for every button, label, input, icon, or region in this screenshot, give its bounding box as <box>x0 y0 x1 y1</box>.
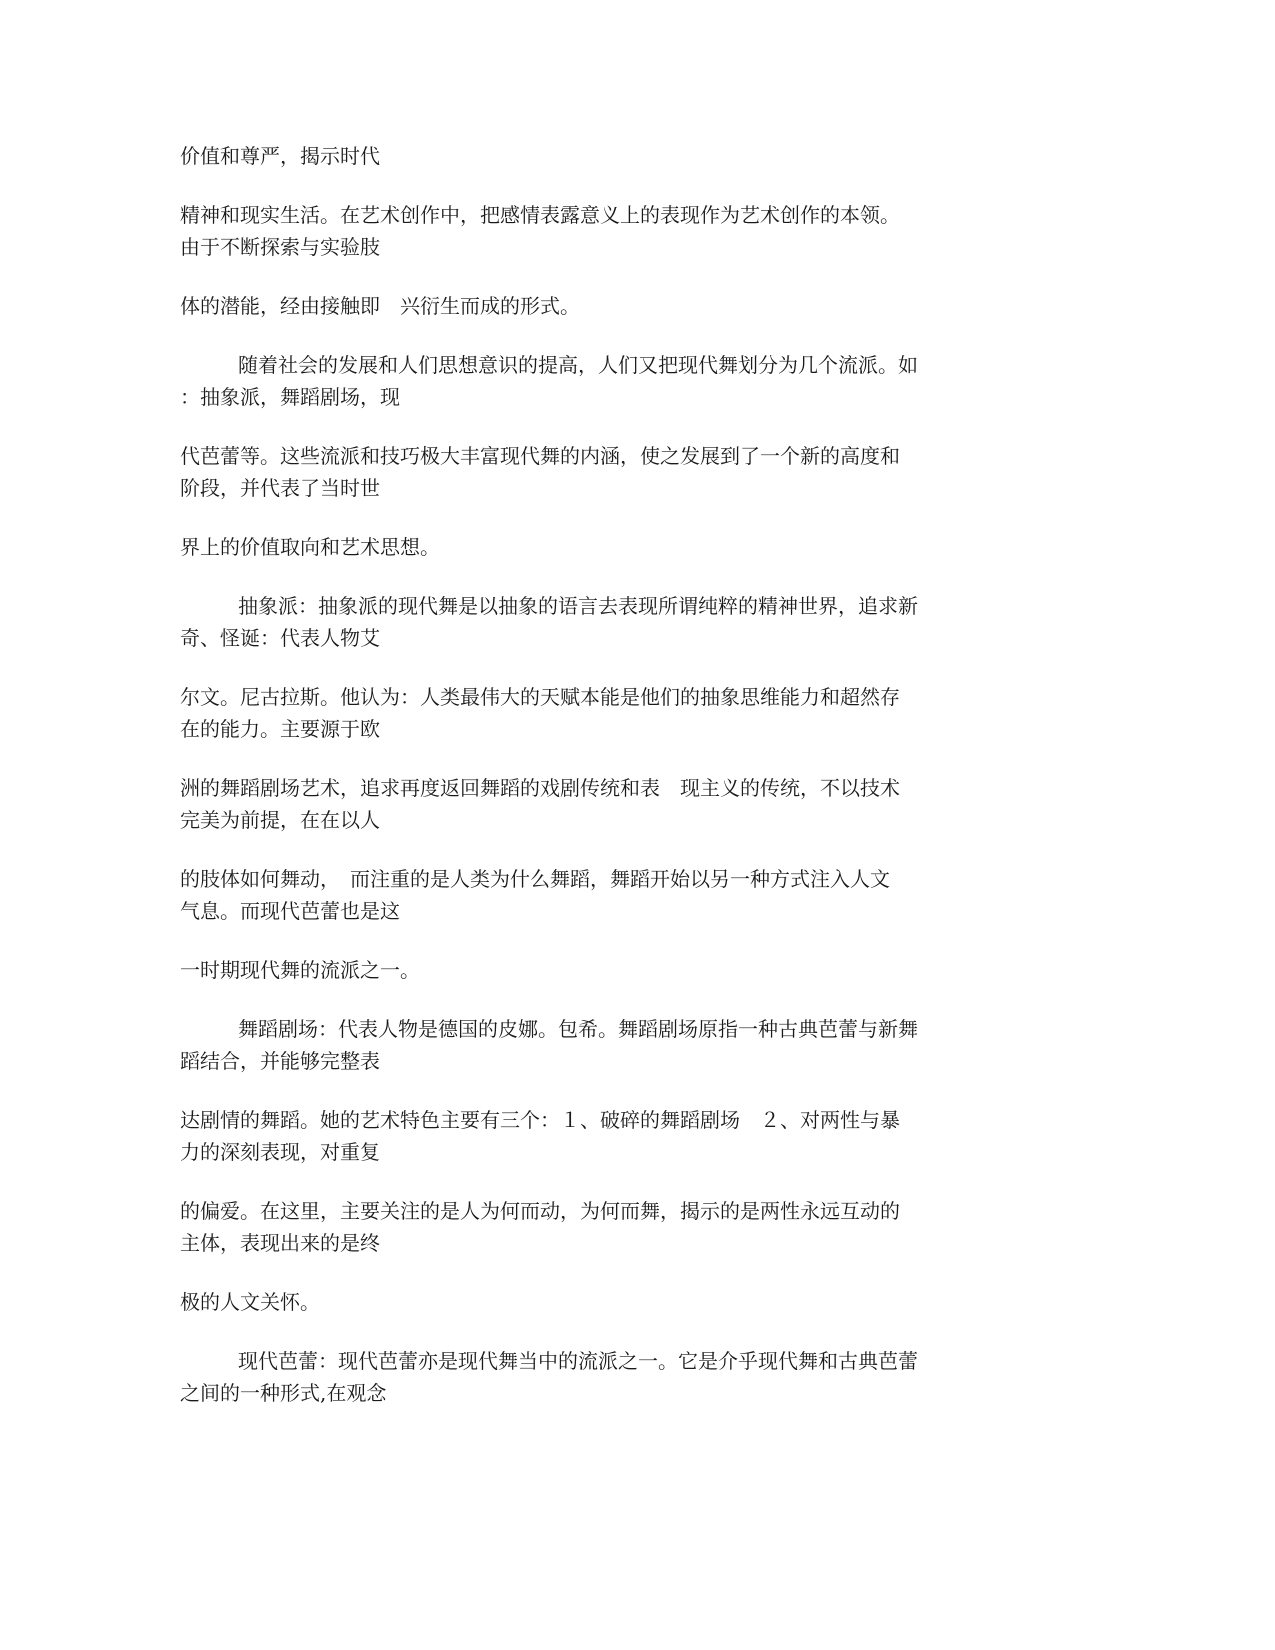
text-line: 体的潜能，经由接触即 兴衍生而成的形式。 <box>180 294 580 318</box>
paragraph <box>180 1013 1060 1077</box>
text-line: 舞蹈剧场：代表人物是德国的皮娜。包希。舞蹈剧场原指一种古典芭蕾与新舞 <box>238 1017 918 1041</box>
text-line: 奇、怪诞：代表人物艾 <box>180 626 380 650</box>
text-line: 达剧情的舞蹈。她的艺术特色主要有三个：１、破碎的舞蹈剧场 ２、对两性与暴 <box>180 1108 900 1132</box>
text-line: 在的能力。主要源于欧 <box>180 717 380 741</box>
paragraph <box>180 681 1060 745</box>
paragraph <box>180 863 1060 927</box>
paragraph <box>180 440 1060 504</box>
paragraph <box>180 1195 1060 1259</box>
document-body <box>180 140 1060 1436</box>
text-line: 的偏爱。在这里，主要关注的是人为何而动，为何而舞，揭示的是两性永远互动的 <box>180 1199 900 1223</box>
text-line: ：抽象派，舞蹈剧场，现 <box>180 385 400 409</box>
text-line: 阶段，并代表了当时世 <box>180 476 380 500</box>
text-line: 由于不断探索与实验肢 <box>180 235 380 259</box>
text-line: 一时期现代舞的流派之一。 <box>180 958 420 982</box>
text-line: 主体，表现出来的是终 <box>180 1231 380 1255</box>
paragraph <box>180 1104 1060 1168</box>
text-line: 价值和尊严，揭示时代 <box>180 144 380 168</box>
text-line: 力的深刻表现，对重复 <box>180 1140 380 1164</box>
text-line: 极的人文关怀。 <box>180 1290 320 1314</box>
paragraph <box>180 140 1060 172</box>
text-line: 抽象派：抽象派的现代舞是以抽象的语言去表现所谓纯粹的精神世界，追求新 <box>238 594 918 618</box>
text-line: 代芭蕾等。这些流派和技巧极大丰富现代舞的内涵，使之发展到了一个新的高度和 <box>180 444 900 468</box>
text-line: 气息。而现代芭蕾也是这 <box>180 899 400 923</box>
paragraph <box>180 1345 1060 1409</box>
text-line: 界上的价值取向和艺术思想。 <box>180 535 440 559</box>
paragraph <box>180 199 1060 263</box>
text-line: 完美为前提，在在以人 <box>180 808 380 832</box>
text-line: 尔文。尼古拉斯。他认为：人类最伟大的天赋本能是他们的抽象思维能力和超然存 <box>180 685 900 709</box>
text-line: 的肢体如何舞动， 而注重的是人类为什么舞蹈，舞蹈开始以另一种方式注入人文 <box>180 867 890 891</box>
text-line: 随着社会的发展和人们思想意识的提高，人们又把现代舞划分为几个流派。如 <box>238 353 918 377</box>
text-line: 精神和现实生活。在艺术创作中，把感情表露意义上的表现作为艺术创作的本领。 <box>180 203 900 227</box>
paragraph <box>180 954 1060 986</box>
paragraph <box>180 290 1060 322</box>
paragraph <box>180 590 1060 654</box>
paragraph <box>180 1286 1060 1318</box>
text-line: 洲的舞蹈剧场艺术，追求再度返回舞蹈的戏剧传统和表 现主义的传统，不以技术 <box>180 776 900 800</box>
text-line: 之间的一种形式,在观念 <box>180 1381 387 1405</box>
paragraph <box>180 531 1060 563</box>
text-line: 蹈结合，并能够完整表 <box>180 1049 380 1073</box>
text-line: 现代芭蕾：现代芭蕾亦是现代舞当中的流派之一。它是介乎现代舞和古典芭蕾 <box>238 1349 918 1373</box>
paragraph <box>180 349 1060 413</box>
paragraph <box>180 772 1060 836</box>
